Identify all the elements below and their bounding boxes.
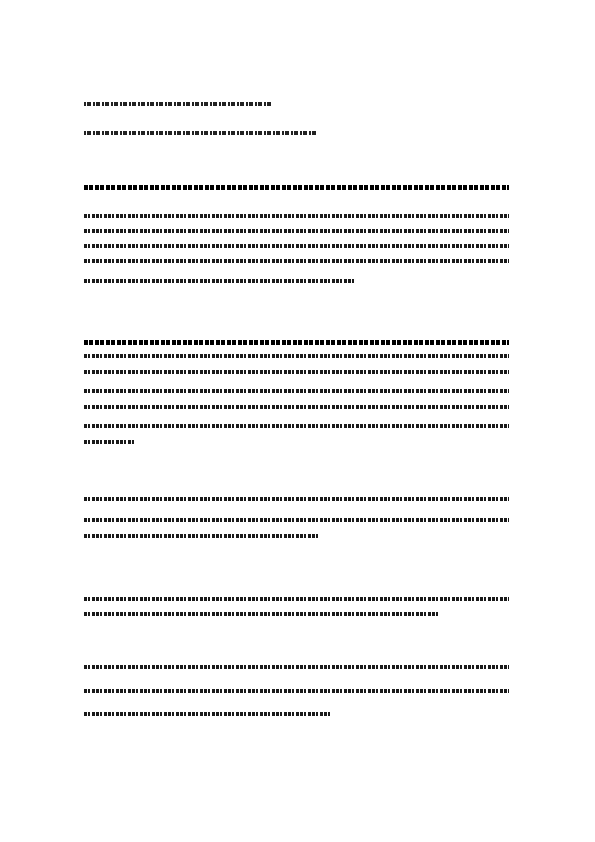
text-line	[84, 597, 509, 601]
text-line	[84, 405, 509, 409]
text-line	[84, 185, 509, 190]
text-line	[84, 689, 509, 693]
text-line	[84, 354, 509, 358]
text-line	[84, 712, 332, 716]
text-line	[84, 612, 439, 616]
text-line	[84, 518, 509, 522]
text-line	[84, 340, 509, 345]
text-line	[84, 370, 509, 374]
text-line	[84, 440, 134, 444]
text-line	[84, 665, 509, 669]
text-line	[84, 497, 509, 501]
text-line	[84, 229, 509, 233]
text-line	[84, 424, 509, 428]
text-line	[84, 389, 509, 393]
text-line	[84, 259, 509, 263]
document-subtitle-line	[84, 131, 316, 135]
document-title-line	[84, 102, 271, 106]
text-line	[84, 279, 354, 283]
text-line	[84, 534, 319, 538]
text-line	[84, 244, 509, 248]
text-line	[84, 214, 509, 218]
